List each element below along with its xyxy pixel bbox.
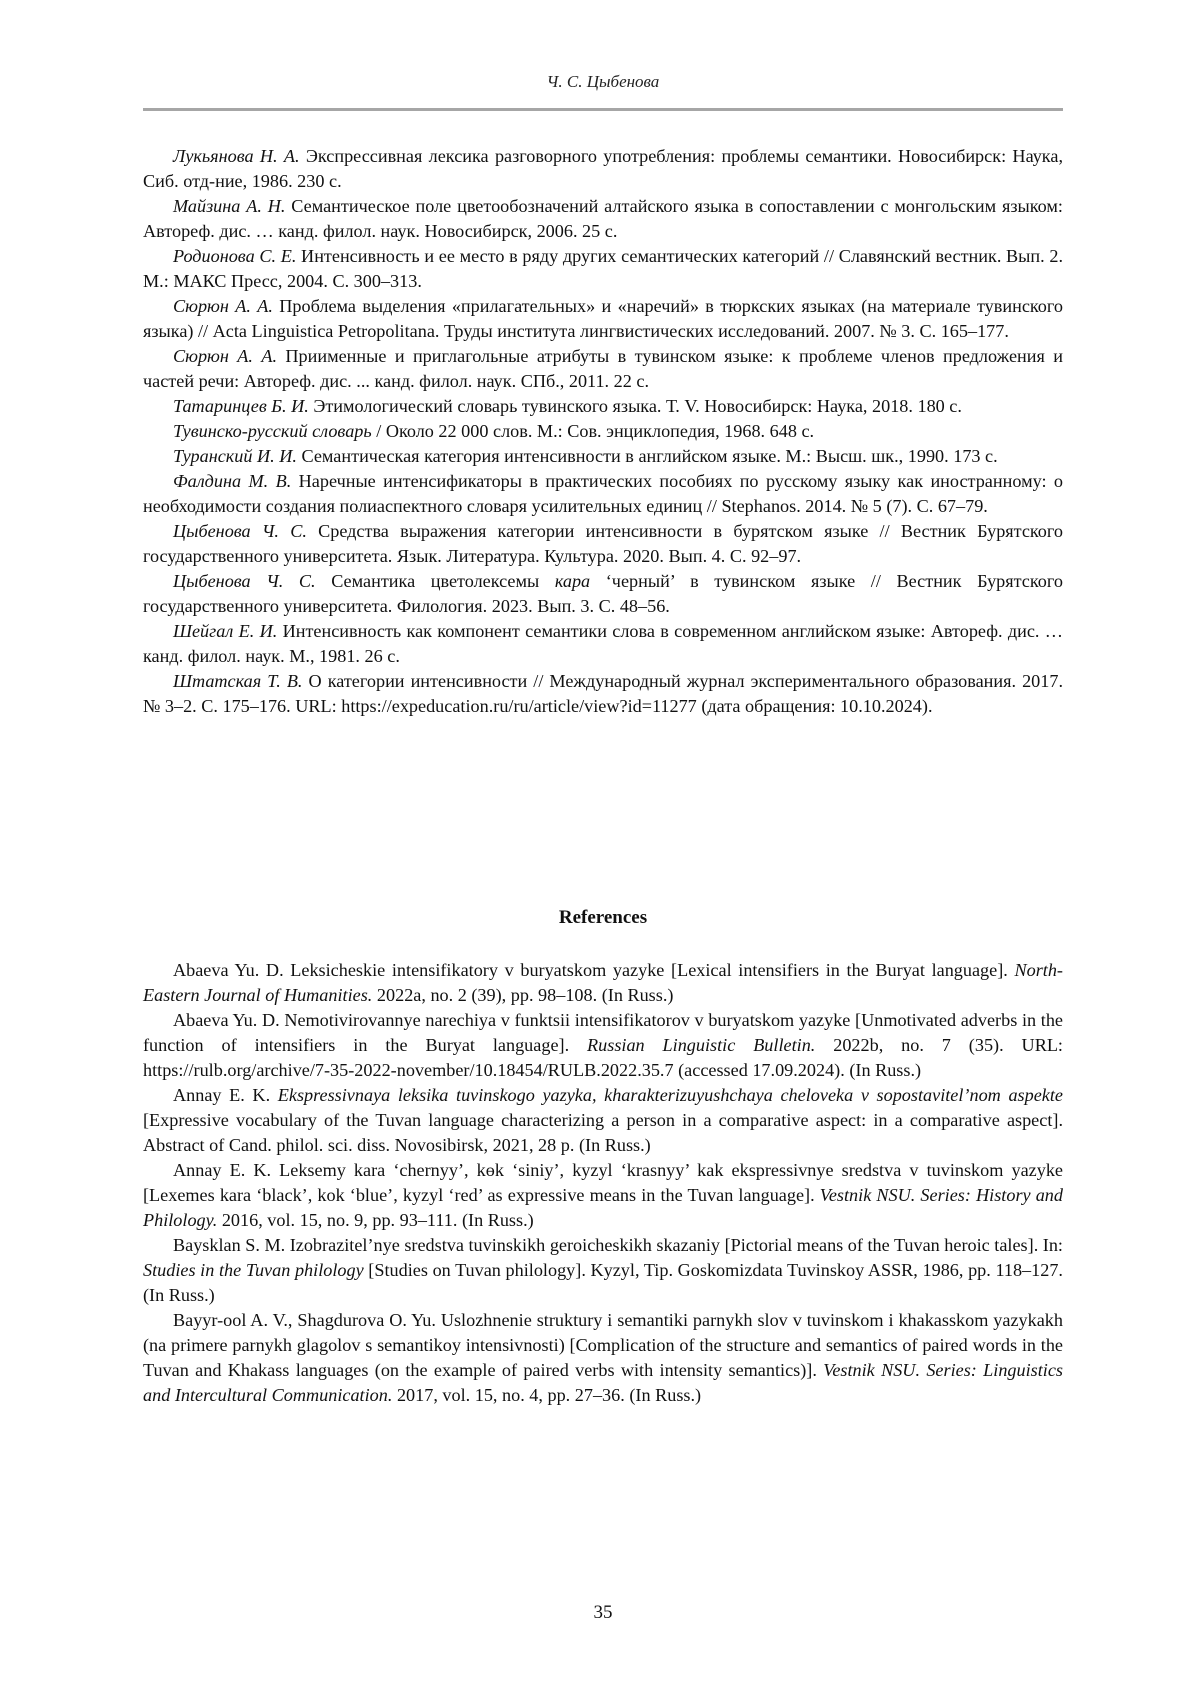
- reference-text: 2016, vol. 15, no. 9, pp. 93–111. (In Russ.): [217, 1210, 534, 1230]
- reference-italic-text: Цыбенова Ч. С.: [173, 521, 307, 541]
- reference-text: Annay E. K.: [173, 1085, 278, 1105]
- reference-text: Этимологический словарь тувинского языка. Т. V. Новосибирск: Наука, 2018. 180 с.: [308, 396, 962, 416]
- reference-italic-text: Татаринцев Б. И.: [173, 396, 309, 416]
- reference-italic-text: Лукьянова Н. А.: [173, 146, 300, 166]
- reference-text: Bayyr-ool A. V., Shagdurova O. Yu. Uslozhnenie struktury i semantiki parnykh slov v tuvinskom i khakasskom yazykakh (na primere parnykh glagolov s semantikoy intensivnosti) [Complication of the structure and semantics of paired words in the Tuvan and Khakass languages (on the example of paired verbs with intensity semantics)].: [143, 1310, 1063, 1380]
- reference-entry: [143, 1308, 1063, 1408]
- running-head-author: Ч. С. Цыбенова: [546, 72, 660, 91]
- reference-italic-text: Russian Linguistic Bulletin.: [587, 1035, 816, 1055]
- page-number: 35: [593, 1602, 613, 1623]
- reference-italic-text: Studies in the Tuvan philology: [143, 1260, 364, 1280]
- reference-italic-text: Майзина А. Н.: [173, 196, 286, 216]
- reference-italic-text: Родионова С. Е.: [173, 246, 297, 266]
- reference-entry: [143, 619, 1063, 669]
- reference-italic-text: Vestnik NSU. Series: History and Philology.: [143, 1185, 1063, 1230]
- reference-italic-text: Фалдина М. В.: [173, 471, 292, 491]
- reference-entry: [143, 569, 1063, 619]
- reference-text: Семантическая категория интенсивности в английском языке. М.: Высш. шк., 1990. 173 с.: [296, 446, 998, 466]
- reference-entry: [143, 244, 1063, 294]
- reference-text: Abaeva Yu. D. Nemotivirovannye narechiya v funktsii intensifikatorov v buryatskom yazyke [Unmotivated adverbs in the function of intensifiers in the Buryat language].: [143, 1010, 1063, 1055]
- reference-entry: [143, 344, 1063, 394]
- reference-italic-text: Сюрюн А. А.: [173, 296, 273, 316]
- reference-italic-text: Ekspressivnaya leksika tuvinskogo yazyka, kharakterizuyushchaya cheloveka v sopostavitel’nom aspekte: [277, 1085, 1063, 1105]
- reference-text: 2022a, no. 2 (39), pp. 98–108. (In Russ.): [372, 985, 674, 1005]
- reference-text: [Expressive vocabulary of the Tuvan language characterizing a person in a comparative aspect: in a comparative aspect]. Abstract of Cand. philol. sci. diss. Novosibirsk, 2021, 28 p. (In Russ.): [143, 1110, 1063, 1155]
- reference-italic-text: Цыбенова Ч. С.: [173, 571, 316, 591]
- reference-text: О категории интенсивности // Международный журнал экспериментального образования. 2017. № 3–2. С. 175–176. URL: https://expeducation.ru/ru/article/view?id=11277 (дата обращения: 10.10.2024).: [143, 671, 1063, 716]
- reference-entry: [143, 1083, 1063, 1158]
- reference-entry: [143, 669, 1063, 719]
- reference-entry: [143, 419, 1063, 444]
- reference-entry: [143, 144, 1063, 194]
- reference-entry: [143, 394, 1063, 419]
- reference-italic-text: кара: [554, 571, 591, 591]
- reference-text: 2022b, no. 7 (35). URL: https://rulb.org/archive/7-35-2022-november/10.18454/RULB.2022.35.7 (accessed 17.09.2024). (In Russ.): [143, 1035, 1063, 1080]
- reference-text: / Около 22 000 слов. М.: Сов. энциклопедия, 1968. 648 с.: [371, 421, 815, 441]
- reference-text: Baysklan S. M. Izobrazitel’nye sredstva tuvinskikh geroicheskikh skazaniy [Pictorial means of the Tuvan heroic tales]. In:: [173, 1235, 1063, 1255]
- reference-entry: [143, 194, 1063, 244]
- reference-italic-text: North-Eastern Journal of Humanities.: [143, 960, 1063, 1005]
- reference-italic-text: Шейгал Е. И.: [173, 621, 278, 641]
- reference-text: Экспрессивная лексика разговорного употребления: проблемы семантики. Новосибирск: Наука, Сиб. отд-ние, 1986. 230 с.: [143, 146, 1063, 191]
- reference-text: Abaeva Yu. D. Leksicheskie intensifikatory v buryatskom yazyke [Lexical intensifiers in the Buryat language].: [173, 960, 1015, 980]
- reference-text: ‘черный’ в тувинском языке // Вестник Бурятского государственного университета. Филология. 2023. Вып. 3. С. 48–56.: [143, 571, 1063, 616]
- reference-entry: [143, 469, 1063, 519]
- header-divider: [143, 108, 1063, 111]
- reference-italic-text: Туранский И. И.: [173, 446, 297, 466]
- reference-text: Проблема выделения «прилагательных» и «наречий» в тюркских языках (на материале тувинского языка) // Acta Linguistica Petropolitana. Труды института лингвистических исследований. 2007. № 3. С. 165–177.: [143, 296, 1064, 341]
- reference-text: [Studies on Tuvan philology]. Kyzyl, Tip. Goskomizdata Tuvinskoy ASSR, 1986, pp. 118–127. (In Russ.): [143, 1260, 1063, 1305]
- reference-entry: [143, 958, 1063, 1008]
- reference-italic-text: Тувинско-русский словарь: [173, 421, 372, 441]
- reference-italic-text: Сюрюн А. А.: [173, 346, 277, 366]
- reference-entry: [143, 1233, 1063, 1308]
- reference-text: Семантика цветолексемы: [315, 571, 555, 591]
- reference-entry: [143, 1008, 1063, 1083]
- reference-text: Семантическое поле цветообозначений алтайского языка в сопоставлении с монгольским языком: Автореф. дис. … канд. филол. наук. Новосибирск, 2006. 25 с.: [143, 196, 1063, 241]
- reference-text: Приименные и приглагольные атрибуты в тувинском языке: к проблеме членов предложения и частей речи: Автореф. дис. ... канд. филол. наук. СПб., 2011. 22 с.: [143, 346, 1063, 391]
- reference-entry: [143, 294, 1063, 344]
- english-reference-list: [143, 958, 1063, 1408]
- reference-italic-text: Штатская Т. В.: [173, 671, 303, 691]
- reference-text: Annay E. K. Leksemy kara ‘chernyy’, kөk ‘siniy’, kyzyl ‘krasnyy’ kak ekspressivnye sredstva v tuvinskom yazyke [Lexemes kara ‘black’, kok ‘blue’, kyzyl ‘red’ as expressive means in the Tuvan language].: [143, 1160, 1063, 1205]
- reference-text: Средства выражения категории интенсивности в бурятском языке // Вестник Бурятского государственного университета. Язык. Литература. Культура. 2020. Вып. 4. С. 92–97.: [143, 521, 1063, 566]
- reference-text: Интенсивность и ее место в ряду других семантических категорий // Славянский вестник. Вып. 2. М.: МАКС Пресс, 2004. С. 300–313.: [143, 246, 1064, 291]
- reference-text: Интенсивность как компонент семантики слова в современном английском языке: Автореф. дис. … канд. филол. наук. М., 1981. 26 с.: [143, 621, 1063, 666]
- reference-text: 2017, vol. 15, no. 4, pp. 27–36. (In Russ.): [392, 1385, 702, 1405]
- references-heading: References: [558, 907, 648, 928]
- russian-reference-list: [143, 144, 1063, 719]
- reference-text: Наречные интенсификаторы в практических пособиях по русскому языку как иностранному: о необходимости создания полиаспектного словаря усилительных единиц // Stephanos. 2014. № 5 (7). С. 67–79.: [143, 471, 1064, 516]
- reference-italic-text: Vestnik NSU. Series: Linguistics and Intercultural Communication.: [143, 1360, 1064, 1405]
- reference-entry: [143, 1158, 1063, 1233]
- reference-entry: [143, 519, 1063, 569]
- reference-entry: [143, 444, 1063, 469]
